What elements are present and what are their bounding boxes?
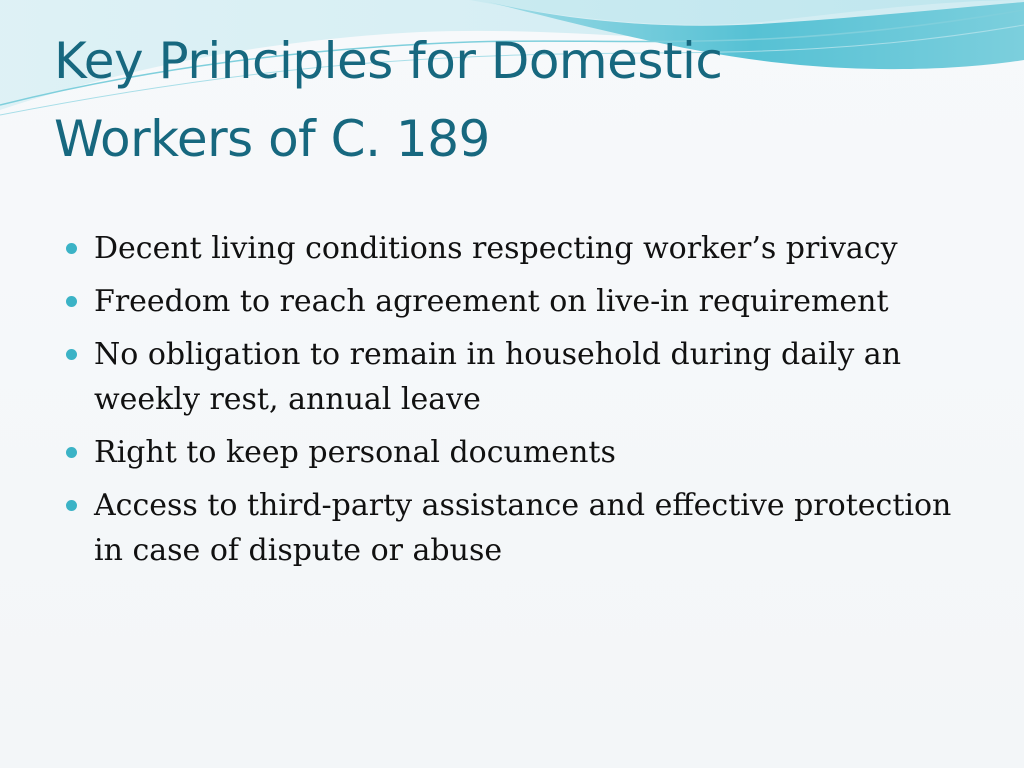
slide-title <box>54 22 954 178</box>
bullet-item <box>66 279 966 324</box>
bullet-dot-icon <box>66 500 77 511</box>
bullet-text: Right to keep personal documents <box>94 435 616 470</box>
bullet-item <box>66 430 966 475</box>
title-line-1: Key Principles for Domestic <box>54 32 723 90</box>
bullet-item <box>66 483 966 573</box>
bullet-item <box>66 226 966 271</box>
title-line-2: Workers of C. 189 <box>54 110 490 168</box>
bullet-dot-icon <box>66 447 77 458</box>
bullet-dot-icon <box>66 243 77 254</box>
bullet-text: Decent living conditions respecting worker’s privacy <box>94 231 898 266</box>
bullet-item <box>66 332 966 422</box>
bullet-dot-icon <box>66 349 77 360</box>
bullet-list <box>66 226 966 581</box>
bullet-dot-icon <box>66 296 77 307</box>
bullet-text: Access to third-party assistance and effective protection in case of dispute or abuse <box>94 488 952 568</box>
bullet-text: Freedom to reach agreement on live-in requirement <box>94 284 889 319</box>
bullet-text: No obligation to remain in household during daily an weekly rest, annual leave <box>94 337 902 417</box>
